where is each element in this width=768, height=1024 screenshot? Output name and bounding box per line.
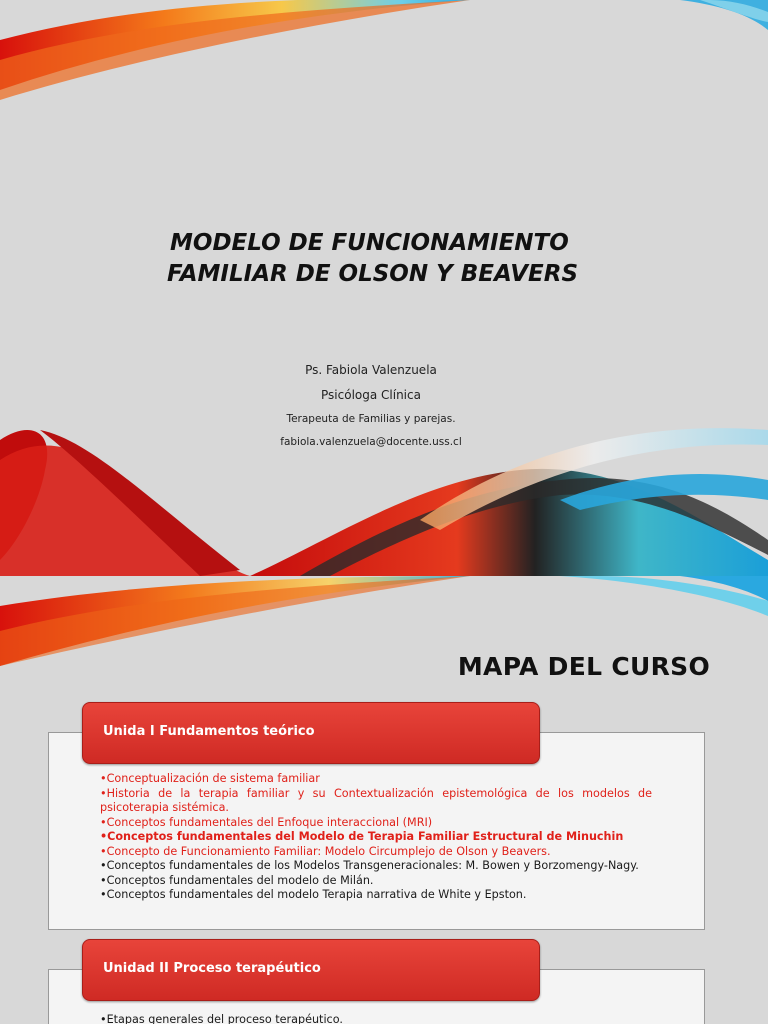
list-item: •Conceptos fundamentales de los Modelos Transgeneracionales: M. Bowen y Borzomengy-Nagy.: [100, 859, 639, 872]
unit-2-header: [82, 939, 540, 1001]
list-item: •Conceptualización de sistema familiar: [100, 772, 320, 785]
list-item: •Conceptos fundamentales del Enfoque interaccional (MRI): [100, 815, 433, 829]
list-item: •Conceptos fundamentales del modelo de Milán.: [100, 873, 374, 887]
list-item: •Conceptos fundamentales del Modelo de Terapia Familiar Estructural de Minuchin: [100, 830, 624, 843]
list-item: •Conceptos fundamentales del modelo Terapia narrativa de White y Epston.: [100, 888, 527, 901]
author-specialty: Terapeuta de Familias y parejas.: [286, 413, 456, 425]
title-line-2: FAMILIAR DE OLSON Y BEAVERS: [167, 261, 579, 287]
unit-2-topic-list: [100, 1013, 652, 1024]
slide-title: [167, 228, 730, 290]
list-item: •Historia de la terapia familiar y su Contextualización epistemológica de los modelos de psicoterapia sistémica.: [100, 786, 652, 814]
author-email: fabiola.valenzuela@docente.uss.cl: [280, 436, 462, 448]
list-item: •Concepto de Funcionamiento Familiar: Modelo Circumplejo de Olson y Beavers.: [100, 844, 551, 858]
unit-1-header-label: Unida I Fundamentos teórico: [103, 724, 315, 739]
unit-1-topic-list: [100, 772, 652, 903]
course-map-slide: [0, 576, 768, 1024]
list-item: •Etapas generales del proceso terapéutico.: [100, 1013, 343, 1024]
author-name: Ps. Fabiola Valenzuela: [305, 363, 437, 377]
slide-title: MAPA DEL CURSO: [457, 652, 710, 681]
unit-2-header-label: Unidad II Proceso terapéutico: [103, 961, 321, 976]
author-role: Psicóloga Clínica: [321, 388, 421, 402]
unit-1-header: [82, 702, 540, 764]
title-line-1: MODELO DE FUNCIONAMIENTO: [170, 230, 569, 256]
